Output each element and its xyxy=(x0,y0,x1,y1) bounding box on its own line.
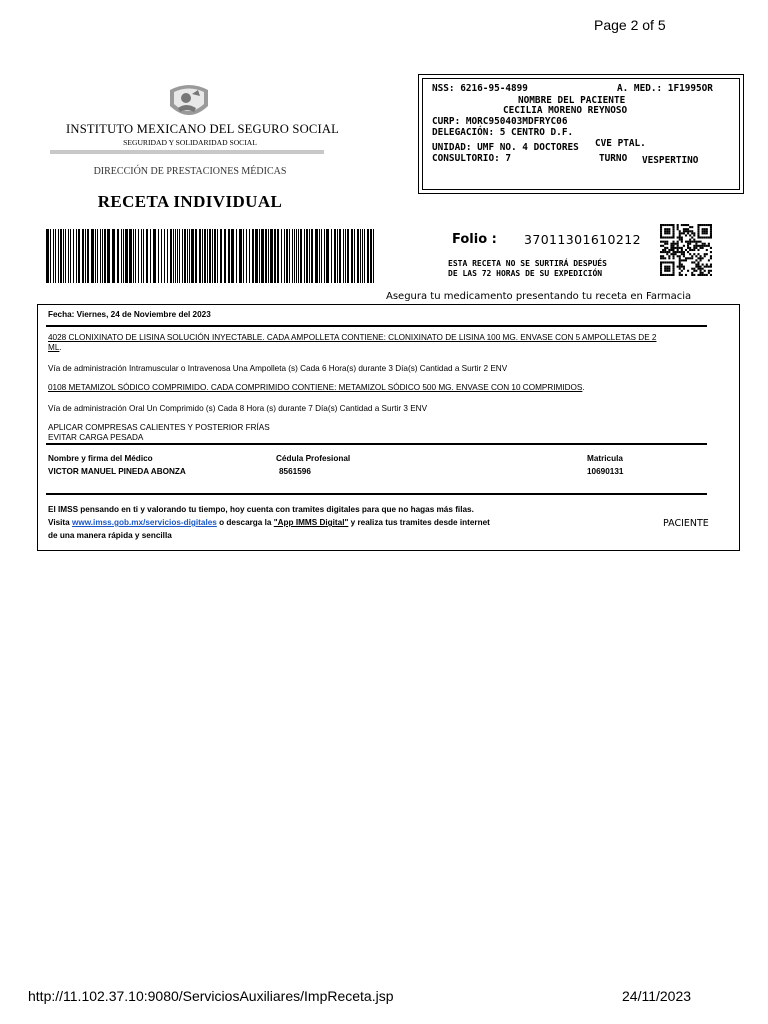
app-name: "App IMMS Digital" xyxy=(273,518,349,527)
divider xyxy=(46,493,707,495)
consultorio: CONSULTORIO: 7 xyxy=(432,153,512,164)
patient-name: CECILIA MORENO REYNOSO xyxy=(503,105,628,116)
matricula-label: Matricula xyxy=(587,454,623,463)
institution-motto: SEGURIDAD Y SOLIDARIDAD SOCIAL xyxy=(123,138,257,147)
turno: VESPERTINO xyxy=(642,155,699,166)
matricula-value: 10690131 xyxy=(587,467,624,476)
folio-number: 37011301610212 xyxy=(524,232,641,247)
validity-notice-line2: DE LAS 72 HORAS DE SU EXPEDICIÓN xyxy=(448,269,603,278)
qr-code xyxy=(660,224,716,276)
medic-code: A. MED.: 1F1995OR xyxy=(617,83,713,94)
validity-notice-line1: ESTA RECETA NO SE SURTIRÁ DESPUÉS xyxy=(448,259,607,268)
nss: NSS: 6216-95-4899 xyxy=(432,83,528,94)
unidad: UNIDAD: UMF NO. 4 DOCTORES xyxy=(432,142,579,153)
medication-1: 4028 CLONIXINATO DE LISINA SOLUCIÓN INYECTABLE. CADA AMPOLLETA CONTIENE: CLONIXINATO DE LISINA 100 MG. ENVASE CON 5 AMPOLLETAS DE 2 xyxy=(48,333,657,342)
patient-name-label: NOMBRE DEL PACIENTE xyxy=(518,95,626,106)
direction-label: DIRECCIÓN DE PRESTACIONES MÉDICAS xyxy=(93,166,287,177)
digital-note-line2: Visita www.imss.gob.mx/servicios-digitales o descarga la "App IMMS Digital" y realiza tus tramites desde internet xyxy=(48,518,490,527)
curp: CURP: MORC950403MDFRYC06 xyxy=(432,116,568,127)
prescription-date: Fecha: Viernes, 24 de Noviembre del 2023 xyxy=(48,310,211,319)
medication-1-admin: Vía de administración Intramuscular o Intravenosa Una Ampolleta (s) Cada 6 Hora(s) durante 3 Día(s) Cantidad a Surtir 2 ENV xyxy=(48,364,508,373)
divider xyxy=(46,325,707,327)
imss-logo xyxy=(164,84,214,122)
imss-digital-link[interactable]: www.imss.gob.mx/servicios-digitales xyxy=(71,518,217,527)
medication-2: 0108 METAMIZOL SÓDICO COMPRIMIDO. CADA COMPRIMIDO CONTIENE: METAMIZOL SÓDICO 500 MG. ENVASE CON 10 COMPRIMIDOS. xyxy=(48,383,585,392)
pharmacy-note: Asegura tu medicamento presentando tu receta en Farmacia xyxy=(386,291,692,302)
page-number: Page 2 of 5 xyxy=(594,17,666,33)
doctor-name: VICTOR MANUEL PINEDA ABONZA xyxy=(48,467,186,476)
folio-label: Folio : xyxy=(452,232,497,247)
institution-name: INSTITUTO MEXICANO DEL SEGURO SOCIAL xyxy=(66,122,340,136)
digital-note-line1: El IMSS pensando en ti y valorando tu tiempo, hoy cuenta con tramites digitales para que no hagas más filas. xyxy=(48,505,474,514)
medication-1-cont: ML. xyxy=(48,343,62,352)
cedula-label: Cédula Profesional xyxy=(276,454,351,463)
indication-2: EVITAR CARGA PESADA xyxy=(48,433,144,442)
document-title: RECETA INDIVIDUAL xyxy=(97,192,283,211)
cve-ptal-label: CVE PTAL. xyxy=(595,138,646,149)
digital-note-line3: de una manera rápida y sencilla xyxy=(48,531,172,540)
copy-label: PACIENTE xyxy=(663,518,709,529)
medication-2-admin: Vía de administración Oral Un Comprimido (s) Cada 8 Hora (s) durante 7 Día(s) Cantidad a Surtir 3 ENV xyxy=(48,404,428,413)
divider xyxy=(46,443,707,445)
header-divider xyxy=(50,150,324,154)
delegacion: DELEGACIÓN: 5 CENTRO D.F. xyxy=(432,127,574,138)
barcode xyxy=(46,229,376,283)
footer-date: 24/11/2023 xyxy=(622,988,692,1004)
turno-label: TURNO xyxy=(599,153,628,164)
doctor-name-label: Nombre y firma del Médico xyxy=(48,454,153,463)
footer-url: http://11.102.37.10:9080/ServiciosAuxiliares/ImpReceta.jsp xyxy=(28,988,394,1004)
indication-1: APLICAR COMPRESAS CALIENTES Y POSTERIOR FRÍAS xyxy=(48,423,270,432)
cedula-value: 8561596 xyxy=(279,467,311,476)
